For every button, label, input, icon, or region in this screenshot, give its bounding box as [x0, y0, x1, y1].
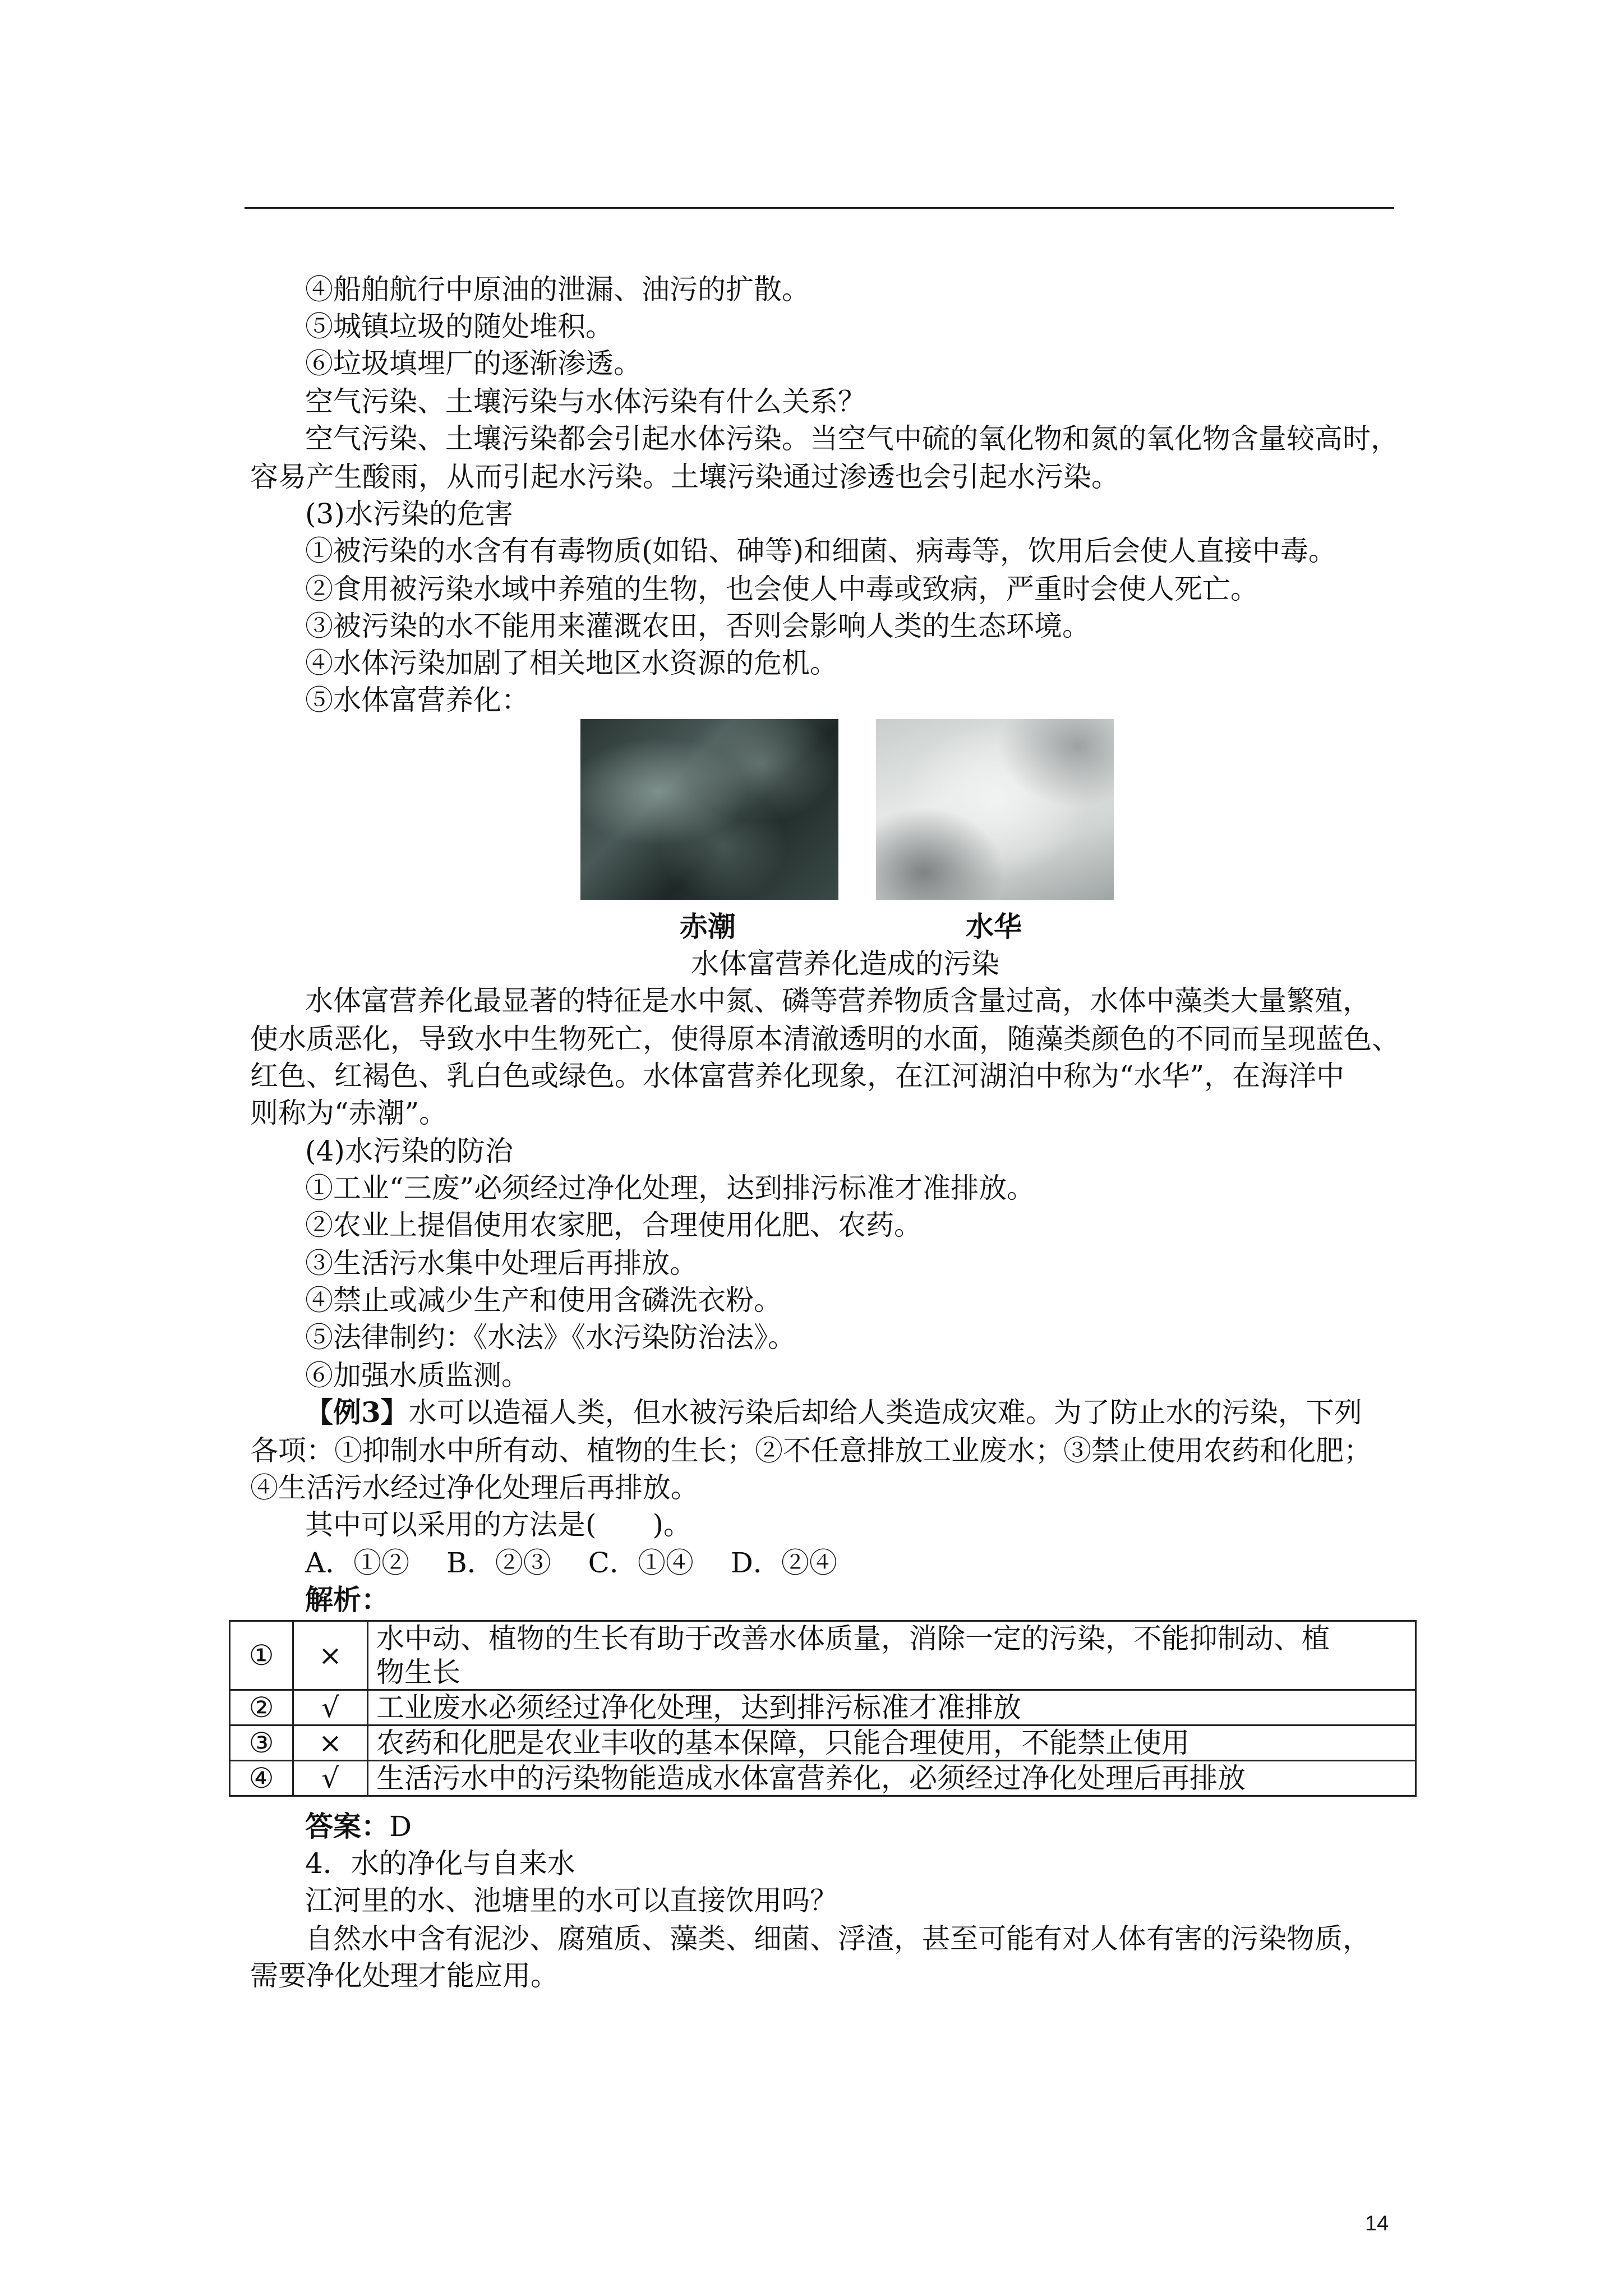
- text-line: ⑤法律制约：《水法》《水污染防治法》。: [305, 1321, 796, 1354]
- figure-caption: 水体富营养化造成的污染: [691, 947, 999, 980]
- section-heading: (4)水污染的防治: [305, 1135, 513, 1167]
- answer-line: [305, 1810, 412, 1843]
- text-line: ③生活污水集中处理后再排放。: [305, 1247, 698, 1280]
- text-line: 使水质恶化，导致水中生物死亡，使得原本清澈透明的水面，随藻类颜色的不同而呈现蓝色、: [250, 1023, 1400, 1055]
- analysis-label: 解析：: [305, 1583, 389, 1616]
- figure-label-algal-bloom: 水华: [966, 910, 1022, 943]
- row-number: ③: [230, 1726, 293, 1761]
- text-line: ③被污染的水不能用来灌溉农田，否则会影响人类的生态环境。: [305, 610, 1090, 642]
- row-explanation: 农药和化肥是农业丰收的基本保障，只能合理使用，不能禁止使用: [368, 1726, 1416, 1761]
- row-explanation: 生活污水中的污染物能造成水体富营养化，必须经过净化处理后再排放: [368, 1761, 1416, 1796]
- text-line: ④禁止或减少生产和使用含磷洗衣粉。: [305, 1284, 782, 1317]
- answer-label: 答案：: [305, 1810, 389, 1843]
- text-line: 自然水中含有泥沙、腐殖质、藻类、细菌、浮渣，甚至可能有对人体有害的污染物质，: [305, 1922, 1371, 1955]
- text-line: ④水体污染加剧了相关地区水资源的危机。: [305, 647, 838, 679]
- red-tide-photo: [580, 719, 838, 900]
- row-mark: ×: [293, 1621, 368, 1690]
- row-mark: √: [293, 1761, 368, 1796]
- row-number: ②: [230, 1690, 293, 1726]
- example-text: 水可以造福人类，但水被污染后却给人类造成灾难。为了防止水的污染，下列: [408, 1396, 1362, 1429]
- text-line: ⑤城镇垃圾的随处堆积。: [305, 310, 614, 343]
- example-line: ④生活污水经过净化处理后再排放。: [250, 1471, 699, 1504]
- example-line: 各项：①抑制水中所有动、植物的生长；②不任意排放工业废水；③禁止使用农药和化肥；: [250, 1434, 1372, 1467]
- page-number: 14: [1365, 2212, 1389, 2235]
- row-mark: ×: [293, 1726, 368, 1761]
- table-row: [230, 1621, 1416, 1690]
- algal-bloom-photo: [876, 719, 1114, 900]
- example-line: [305, 1396, 1362, 1429]
- text-line: ②食用被污染水域中养殖的生物，也会使人中毒或致病，严重时会使人死亡。: [305, 573, 1258, 605]
- table-row: [230, 1761, 1416, 1796]
- example-options: A．①② B．②③ C．①④ D．②④: [305, 1547, 837, 1579]
- header-rule: [245, 207, 1394, 209]
- row-explanation: 工业废水必须经过净化处理，达到排污标准才准排放: [368, 1690, 1416, 1726]
- table-row: [230, 1726, 1416, 1761]
- text-line: ①被污染的水含有有毒物质(如铅、砷等)和细菌、病毒等，饮用后会使人直接中毒。: [305, 535, 1337, 567]
- text-line: 水体富营养化最显著的特征是水中氮、磷等营养物质含量过高，水体中藻类大量繁殖，: [305, 984, 1371, 1017]
- section-heading: 4．水的净化与自来水: [305, 1847, 575, 1880]
- example-label: 【例3】: [305, 1396, 409, 1429]
- text-line: ⑥加强水质监测。: [305, 1359, 529, 1392]
- text-line: ④船舶航行中原油的泄漏、油污的扩散。: [305, 273, 810, 306]
- row-number: ④: [230, 1761, 293, 1796]
- row-number: ①: [230, 1621, 293, 1690]
- text-line: 容易产生酸雨，从而引起水污染。土壤污染通过渗透也会引起水污染。: [250, 461, 1119, 493]
- text-line: ⑥垃圾填埋厂的逐渐渗透。: [305, 347, 642, 380]
- answer-value: D: [389, 1810, 412, 1843]
- figure-label-red-tide: 赤潮: [680, 910, 736, 943]
- row-mark: √: [293, 1690, 368, 1726]
- text-line: ⑤水体富营养化：: [305, 684, 529, 716]
- question-line: 江河里的水、池塘里的水可以直接饮用吗？: [305, 1884, 838, 1917]
- row-explanation: 水中动、植物的生长有助于改善水体质量，消除一定的污染，不能抑制动、植 物生长: [368, 1621, 1416, 1690]
- analysis-table: [229, 1620, 1417, 1797]
- text-line: 空气污染、土壤污染都会引起水体污染。当空气中硫的氧化物和氮的氧化物含量较高时，: [305, 422, 1399, 455]
- question-line: 空气污染、土壤污染与水体污染有什么关系？: [305, 385, 866, 418]
- text-line: ②农业上提倡使用农家肥，合理使用化肥、农药。: [305, 1209, 922, 1241]
- text-line: 则称为“赤潮”。: [250, 1097, 448, 1129]
- text-line: ①工业“三废”必须经过净化处理，达到排污标准才准排放。: [305, 1172, 1035, 1204]
- example-question: 其中可以采用的方法是( )。: [305, 1508, 692, 1541]
- table-row: [230, 1690, 1416, 1726]
- text-line: 需要净化处理才能应用。: [250, 1959, 559, 1992]
- text-line: 红色、红褐色、乳白色或绿色。水体富营养化现象，在江河湖泊中称为“水华”，在海洋中: [250, 1060, 1345, 1092]
- section-heading: (3)水污染的危害: [305, 498, 513, 530]
